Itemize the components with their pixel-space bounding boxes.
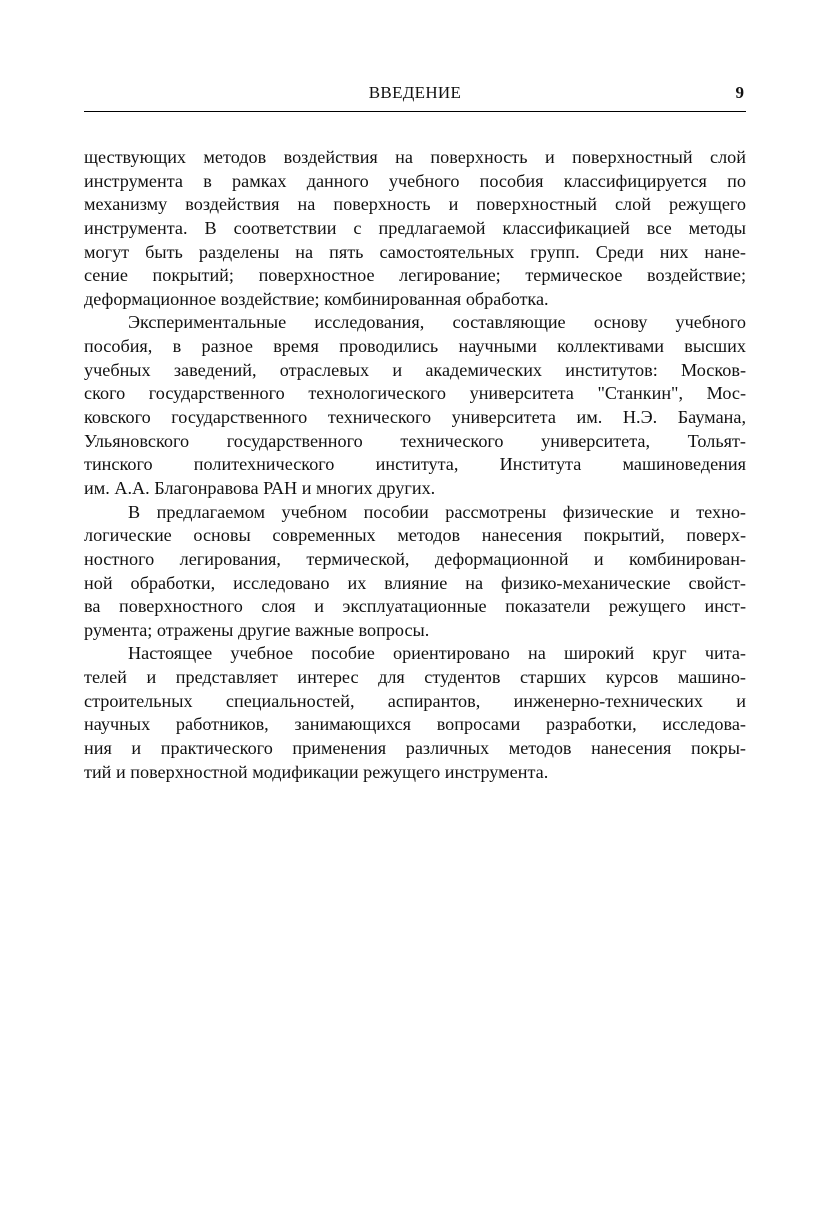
text-line: могут быть разделены на пять самостоятельных групп. Среди них нане- xyxy=(84,241,746,262)
text-line: ского государственного технологического университета "Станкин", Мос- xyxy=(84,383,746,404)
paragraph-2 xyxy=(84,311,746,500)
text-line: логические основы современных методов нанесения покрытий, поверх- xyxy=(84,525,746,546)
text-line: Экспериментальные исследования, составляющие основу учебного xyxy=(128,312,746,333)
text-line: Настоящее учебное пособие ориентировано на широкий круг чита- xyxy=(128,643,746,664)
text-line: сение покрытий; поверхностное легирование; термическое воздействие; xyxy=(84,265,746,286)
text-line: научных работников, занимающихся вопросами разработки, исследова- xyxy=(84,714,746,735)
paragraph-4 xyxy=(84,642,746,784)
text-line: ва поверхностного слоя и эксплуатационные показатели режущего инст- xyxy=(84,596,746,617)
text-line: Ульяновского государственного технического университета, Тольят- xyxy=(84,430,746,451)
paragraph-1 xyxy=(84,146,746,311)
text-line: телей и представляет интерес для студентов старших курсов машино- xyxy=(84,667,746,688)
text-line: тий и поверхностной модификации режущего инструмента. xyxy=(84,761,549,782)
text-line: ния и практического применения различных методов нанесения покры- xyxy=(84,738,746,759)
text-line: В предлагаемом учебном пособии рассмотрены физические и техно- xyxy=(128,501,746,522)
page-header xyxy=(84,81,746,112)
body-text xyxy=(84,146,746,784)
text-line: им. А.А. Благонравова РАН и многих других. xyxy=(84,477,436,498)
text-line: ковского государственного технического университета им. Н.Э. Баумана, xyxy=(84,407,746,428)
page-number: 9 xyxy=(735,83,744,102)
text-line: инструмента. В соответствии с предлагаемой классификацией все методы xyxy=(84,217,746,238)
text-line: механизму воздействия на поверхность и поверхностный слой режущего xyxy=(84,194,746,215)
text-line: ществующих методов воздействия на поверхность и поверхностный слой xyxy=(84,147,746,167)
text-line: тинского политехнического института, Института машиноведения xyxy=(84,454,746,475)
text-line: деформационное воздействие; комбинированная обработка. xyxy=(84,288,549,309)
text-line: ной обработки, исследовано их влияние на физико-механические свойст- xyxy=(84,572,746,593)
text-line: инструмента в рамках данного учебного пособия классифицируется по xyxy=(84,170,746,191)
text-line: ностного легирования, термической, деформационной и комбинирован- xyxy=(84,548,746,569)
running-title: ВВЕДЕНИЕ xyxy=(368,83,462,102)
text-line: пособия, в разное время проводились научными коллективами высших xyxy=(84,336,746,357)
text-line: учебных заведений, отраслевых и академических институтов: Москов- xyxy=(84,359,746,380)
text-line: румента; отражены другие важные вопросы. xyxy=(84,619,430,640)
text-line: строительных специальностей, аспирантов, инженерно-технических и xyxy=(84,690,746,711)
paragraph-3 xyxy=(84,501,746,643)
